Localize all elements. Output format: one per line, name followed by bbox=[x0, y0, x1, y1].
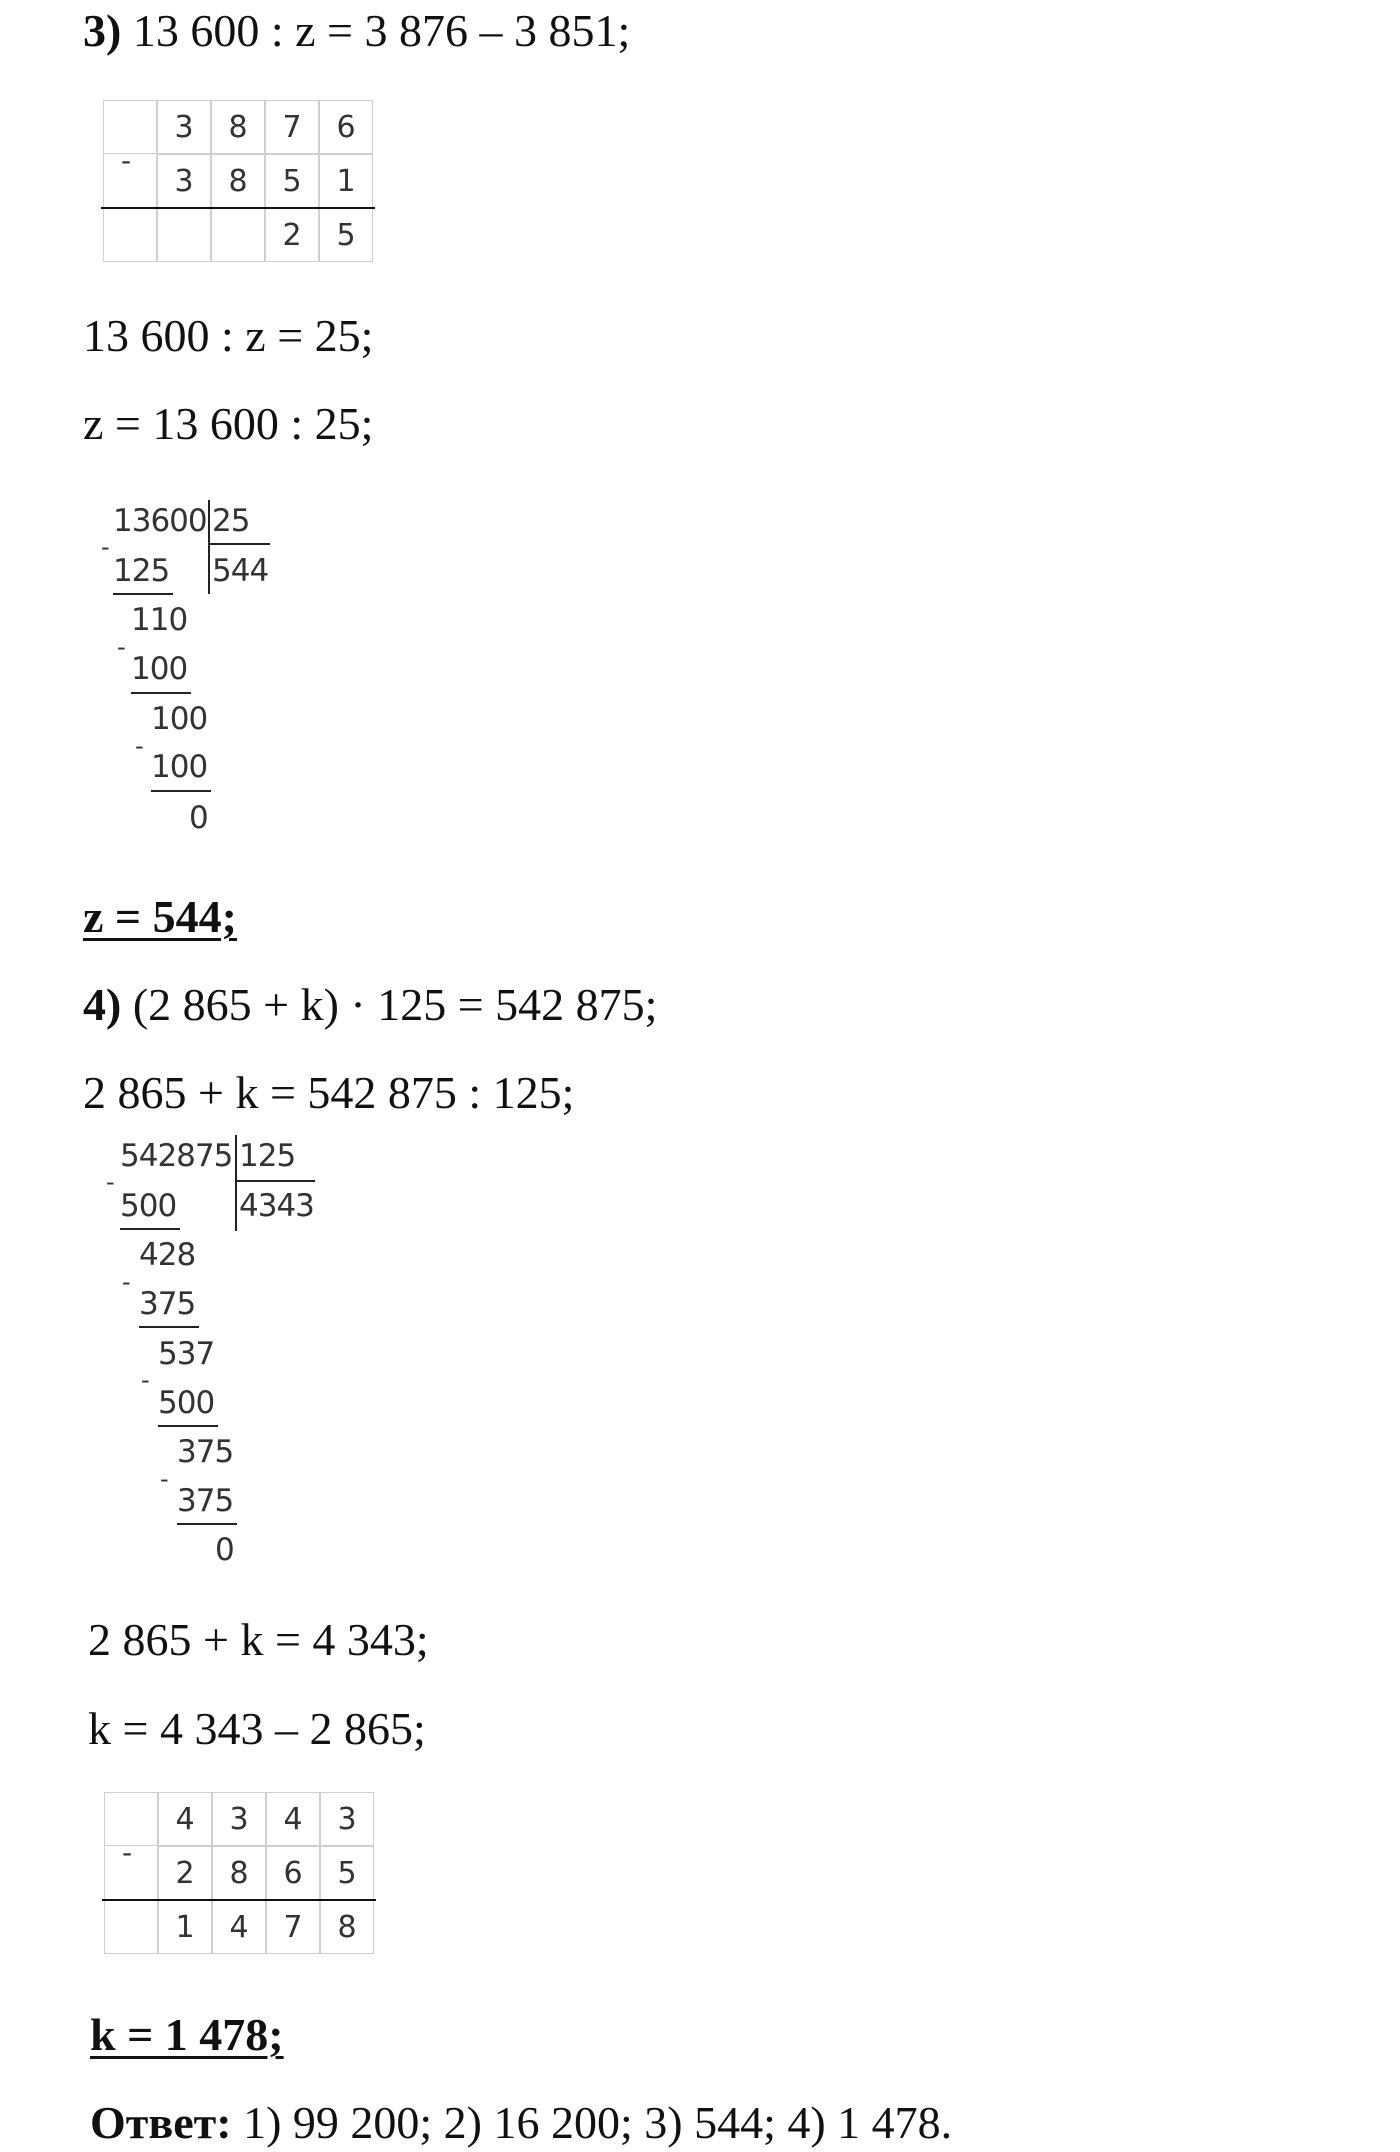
grid-cell: 2 bbox=[265, 208, 319, 262]
minus-sign: - bbox=[121, 144, 132, 177]
part3-step1: 13 600 : z = 25; bbox=[83, 310, 374, 361]
grid-cell: 5 bbox=[265, 154, 319, 208]
part3-number: 3) bbox=[83, 5, 122, 56]
division-step: 375 bbox=[177, 1483, 234, 1519]
part4-equation bbox=[83, 979, 658, 1030]
grid-cell: 8 bbox=[320, 1900, 374, 1954]
step-rule bbox=[113, 593, 173, 595]
grid-cell: 5 bbox=[319, 208, 373, 262]
grid-cell: 3 bbox=[157, 100, 211, 154]
grid-cell: 7 bbox=[266, 1900, 320, 1954]
minus-sign: - bbox=[101, 533, 110, 561]
step-rule bbox=[120, 1228, 180, 1230]
part3-step2: z = 13 600 : 25; bbox=[83, 398, 374, 449]
grid-cell: 7 bbox=[265, 100, 319, 154]
division-step: 428 bbox=[139, 1237, 196, 1273]
minus-sign: - bbox=[122, 1836, 133, 1869]
division-step: 100 bbox=[151, 701, 208, 737]
division-step: 375 bbox=[139, 1286, 196, 1322]
dividend: 542875 bbox=[120, 1138, 233, 1174]
quotient: 544 bbox=[212, 553, 269, 589]
division-step: 537 bbox=[158, 1336, 215, 1372]
grid-cell bbox=[104, 1792, 158, 1846]
quotient: 4343 bbox=[239, 1188, 314, 1224]
grid-cell: 4 bbox=[158, 1792, 212, 1846]
part3-equation bbox=[83, 5, 631, 56]
grid-cell: 1 bbox=[319, 154, 373, 208]
grid-cell: 3 bbox=[320, 1792, 374, 1846]
grid-cell: 6 bbox=[319, 100, 373, 154]
grid-cell bbox=[211, 208, 265, 262]
grid-cell: 2 bbox=[158, 1846, 212, 1900]
result-rule bbox=[102, 1899, 376, 1901]
division-step: 0 bbox=[215, 1532, 234, 1568]
grid-cell bbox=[157, 208, 211, 262]
division-bar bbox=[208, 500, 210, 594]
division-step: 500 bbox=[158, 1385, 215, 1421]
final-answer-text: 1) 99 200; 2) 16 200; 3) 544; 4) 1 478. bbox=[231, 2097, 953, 2148]
minus-sign: - bbox=[141, 1366, 150, 1394]
minus-sign: - bbox=[122, 1268, 131, 1296]
part4-equation-text: (2 865 + k) · 125 = 542 875; bbox=[121, 979, 658, 1030]
final-answer bbox=[90, 2097, 953, 2148]
result-rule bbox=[101, 207, 375, 209]
minus-sign: - bbox=[160, 1465, 169, 1493]
division-step: 100 bbox=[151, 749, 208, 785]
part4-step2: 2 865 + k = 4 343; bbox=[88, 1614, 429, 1665]
grid-cell bbox=[104, 1846, 158, 1900]
grid-cell: 3 bbox=[212, 1792, 266, 1846]
minus-sign: - bbox=[106, 1168, 115, 1196]
division-bar bbox=[235, 1135, 237, 1231]
grid-cell: 4 bbox=[266, 1792, 320, 1846]
division-step: 0 bbox=[189, 800, 208, 836]
division-step: 100 bbox=[131, 651, 188, 687]
division-step: 125 bbox=[113, 553, 170, 589]
step-rule bbox=[131, 692, 191, 694]
grid-cell: 4 bbox=[212, 1900, 266, 1954]
divisor: 25 bbox=[212, 503, 250, 539]
part4-step3: k = 4 343 – 2 865; bbox=[88, 1703, 426, 1754]
minus-sign: - bbox=[135, 732, 144, 760]
part3-answer bbox=[83, 891, 237, 942]
grid-cell: 3 bbox=[157, 154, 211, 208]
grid-cell: 8 bbox=[211, 100, 265, 154]
grid-cell bbox=[103, 100, 157, 154]
division-step: 500 bbox=[120, 1188, 177, 1224]
grid-cell bbox=[104, 1900, 158, 1954]
step-rule bbox=[158, 1425, 218, 1427]
divisor-rule bbox=[208, 543, 270, 545]
step-rule bbox=[139, 1326, 199, 1328]
grid-cell: 8 bbox=[212, 1846, 266, 1900]
grid-cell: 8 bbox=[211, 154, 265, 208]
final-answer-label: Ответ: bbox=[90, 2097, 232, 2148]
grid-cell: 5 bbox=[320, 1846, 374, 1900]
dividend: 13600 bbox=[113, 503, 207, 539]
part4-answer bbox=[90, 2009, 284, 2060]
step-rule bbox=[151, 790, 211, 792]
divisor: 125 bbox=[239, 1138, 296, 1174]
part3-answer-text: z = 544; bbox=[83, 891, 237, 942]
step-rule bbox=[177, 1523, 237, 1525]
divisor-rule bbox=[235, 1180, 315, 1182]
minus-sign: - bbox=[117, 633, 126, 661]
part4-number: 4) bbox=[83, 979, 122, 1030]
grid-cell bbox=[103, 154, 157, 208]
part4-step1: 2 865 + k = 542 875 : 125; bbox=[83, 1067, 575, 1118]
part3-equation-text: 13 600 : z = 3 876 – 3 851; bbox=[121, 5, 631, 56]
part4-answer-text: k = 1 478; bbox=[90, 2009, 284, 2060]
grid-cell: 1 bbox=[158, 1900, 212, 1954]
division-step: 375 bbox=[177, 1434, 234, 1470]
grid-cell bbox=[103, 208, 157, 262]
division-step: 110 bbox=[131, 602, 188, 638]
grid-cell: 6 bbox=[266, 1846, 320, 1900]
